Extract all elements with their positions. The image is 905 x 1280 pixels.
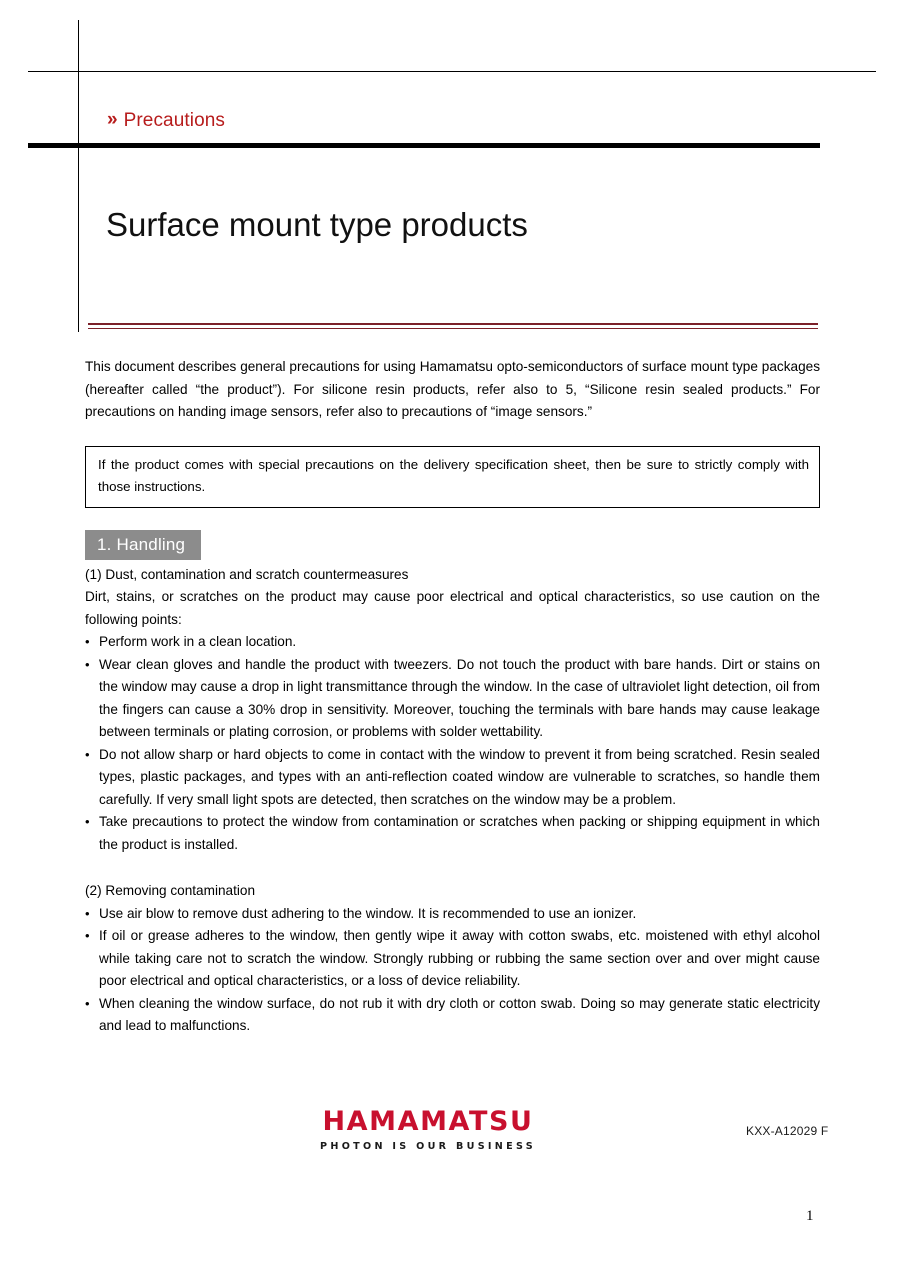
list-item: • Wear clean gloves and handle the product with tweezers. Do not touch the product with bare hands. Dirt or stains on the window may cause a drop in light transmittance through the window. In the case of ultraviolet light detection, oil from the fingers can cause a 30% drop in sensitivity. Moreover, touching the terminals with bare hands may cause leakage between terminals or plating corrosion, or problems with solder wettability. bbox=[85, 654, 820, 744]
double-chevron-right-icon: » bbox=[107, 109, 115, 130]
section-heading: 1. Handling bbox=[85, 530, 201, 560]
page-footer bbox=[0, 1108, 905, 1168]
logo-tagline: PHOTON IS OUR BUSINESS bbox=[320, 1141, 536, 1152]
precautions-label: Precautions bbox=[123, 110, 226, 131]
list-item: • If oil or grease adheres to the window, then gently wipe it away with cotton swabs, etc. moistened with ethyl alcohol while taking care not to scratch the window. Strongly rubbing or rubbing the same section over and over might cause poor electrical and optical characteristics, or a loss of device reliability. bbox=[85, 925, 820, 993]
header-thick-rule bbox=[28, 143, 820, 148]
subsection-dust-contamination bbox=[85, 564, 820, 857]
section-spacer bbox=[85, 856, 820, 876]
list-item: • Use air blow to remove dust adhering to the window. It is recommended to use an ionizer. bbox=[85, 903, 820, 926]
document-code: KXX-A12029 F bbox=[746, 1124, 829, 1138]
top-thin-rule bbox=[28, 71, 876, 72]
bullet-list bbox=[85, 903, 820, 1038]
page-title: Surface mount type products bbox=[106, 206, 528, 243]
subsection-paragraph: Dirt, stains, or scratches on the product may cause poor electrical and optical characteristics, so use caution on the following points: bbox=[85, 589, 820, 627]
logo-wordmark: HAMAMATSU bbox=[322, 1106, 534, 1137]
special-precautions-note bbox=[85, 446, 820, 508]
list-item: • When cleaning the window surface, do not rub it with dry cloth or cotton swab. Doing so may generate static electricity and lead to malfunctions. bbox=[85, 993, 820, 1038]
list-item: • Take precautions to protect the window from contamination or scratches when packing or shipping equipment in which the product is installed. bbox=[85, 811, 820, 856]
precautions-header bbox=[107, 110, 225, 132]
document-body bbox=[85, 356, 820, 1038]
subsection-heading: (1) Dust, contamination and scratch countermeasures bbox=[85, 566, 409, 582]
vertical-accent-rule bbox=[78, 20, 79, 332]
section-handling bbox=[85, 508, 820, 1038]
subsection-heading: (2) Removing contamination bbox=[85, 883, 256, 898]
subsection-removing-contamination bbox=[85, 880, 820, 1038]
list-item: • Perform work in a clean location. bbox=[85, 631, 820, 654]
list-item: • Do not allow sharp or hard objects to come in contact with the window to prevent it from being scratched. Resin sealed types, plastic packages, and types with an anti-reflection coated window are vulnerable to scratches, so handle them carefully. If very small light spots are detected, then scratches on the window may be a problem. bbox=[85, 744, 820, 812]
page-number: 1 bbox=[806, 1208, 814, 1224]
note-text: If the product comes with special precautions on the delivery specification sheet, then be sure to strictly comply with those instructions. bbox=[98, 456, 809, 494]
intro-paragraph: This document describes general precautions for using Hamamatsu opto-semiconductors of surface mount type packages (hereafter called “the product”). For silicone resin products, refer also to 5, “Silicone resin sealed products.” For precautions on handing image sensors, refer also to precautions of “image sensors.” bbox=[85, 359, 820, 419]
title-underline-rules bbox=[88, 323, 818, 329]
bullet-list bbox=[85, 631, 820, 856]
hamamatsu-logo bbox=[308, 1108, 548, 1152]
